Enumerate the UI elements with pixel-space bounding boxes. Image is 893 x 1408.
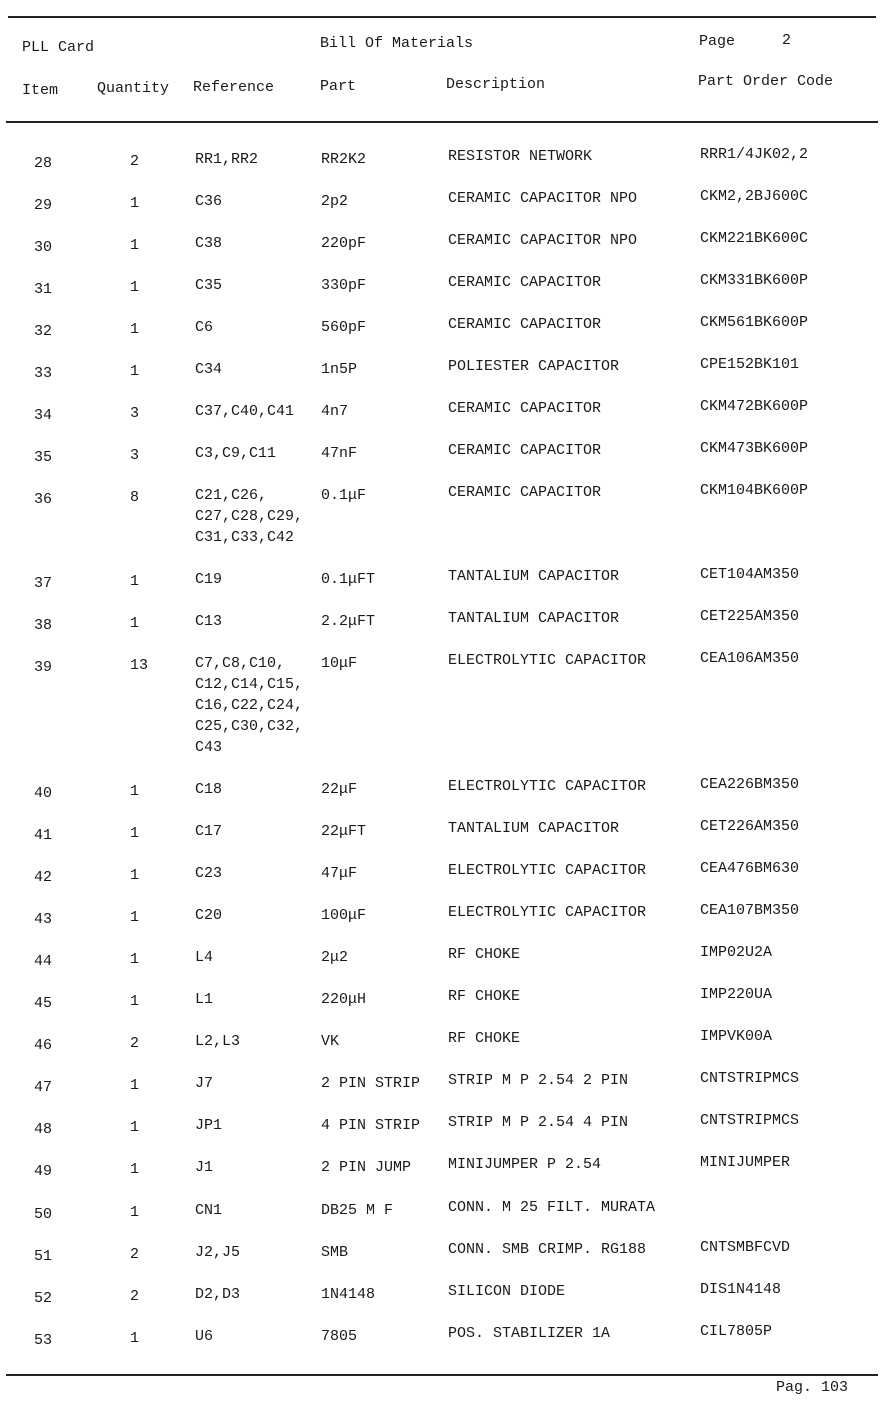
row-order-code: CET104AM350 — [700, 566, 800, 583]
column-header-order-code: Part Order Code — [698, 73, 834, 90]
table-row — [0, 565, 893, 592]
row-description: CERAMIC CAPACITOR NPO — [448, 232, 638, 249]
row-part: VK — [321, 1033, 340, 1050]
table-row — [0, 1238, 893, 1265]
row-reference: L1 — [195, 991, 214, 1008]
row-quantity: 1 — [130, 1119, 140, 1136]
row-description: TANTALIUM CAPACITOR — [448, 820, 620, 837]
row-reference: D2,D3 — [195, 1286, 241, 1303]
row-quantity: 1 — [130, 993, 140, 1010]
row-part: 560pF — [321, 319, 367, 336]
row-reference: L4 — [195, 949, 214, 966]
row-reference: C34 — [195, 361, 223, 378]
row-part: 220pF — [321, 235, 367, 252]
row-order-code: IMPVK00A — [700, 1028, 773, 1045]
row-description: CERAMIC CAPACITOR NPO — [448, 190, 638, 207]
row-item-number: 34 — [34, 407, 53, 424]
bottom-rule — [6, 1374, 878, 1376]
table-row — [0, 481, 893, 546]
row-description: MINIJUMPER P 2.54 — [448, 1156, 602, 1173]
row-item-number: 40 — [34, 785, 53, 802]
table-row — [0, 649, 893, 756]
table-row — [0, 145, 893, 172]
row-order-code: DIS1N4148 — [700, 1281, 782, 1298]
row-item-number: 44 — [34, 953, 53, 970]
row-quantity: 1 — [130, 195, 140, 212]
table-row — [0, 187, 893, 214]
table-row — [0, 1280, 893, 1307]
row-item-number: 33 — [34, 365, 53, 382]
row-item-number: 30 — [34, 239, 53, 256]
page-label: Page — [699, 33, 736, 50]
table-row — [0, 1322, 893, 1349]
table-row — [0, 229, 893, 256]
row-order-code: CNTSTRIPMCS — [700, 1112, 800, 1129]
row-reference: C7,C8,C10, C12,C14,C15, C16,C22,C24, C25,C30,C32, C43 — [195, 655, 304, 756]
row-quantity: 1 — [130, 573, 140, 590]
table-row — [0, 271, 893, 298]
row-order-code: CKM2,2BJ600C — [700, 188, 809, 205]
row-item-number: 36 — [34, 491, 53, 508]
row-part: RR2K2 — [321, 151, 367, 168]
row-part: 10μF — [321, 655, 358, 672]
row-order-code: CKM473BK600P — [700, 440, 809, 457]
row-item-number: 28 — [34, 155, 53, 172]
row-order-code: CKM472BK600P — [700, 398, 809, 415]
row-quantity: 1 — [130, 1204, 140, 1221]
row-order-code: CEA106AM350 — [700, 650, 800, 667]
row-description: SILICON DIODE — [448, 1283, 566, 1300]
table-row — [0, 817, 893, 844]
row-order-code: CKM221BK600C — [700, 230, 809, 247]
row-reference: RR1,RR2 — [195, 151, 259, 168]
row-order-code: CEA476BM630 — [700, 860, 800, 877]
row-quantity: 2 — [130, 153, 140, 170]
row-part: 47μF — [321, 865, 358, 882]
row-part: SMB — [321, 1244, 349, 1261]
row-description: CERAMIC CAPACITOR — [448, 442, 602, 459]
row-quantity: 1 — [130, 363, 140, 380]
column-header-part: Part — [320, 78, 357, 95]
row-quantity: 2 — [130, 1288, 140, 1305]
row-quantity: 1 — [130, 951, 140, 968]
row-item-number: 50 — [34, 1206, 53, 1223]
doc-title: Bill Of Materials — [320, 35, 474, 52]
row-reference: C38 — [195, 235, 223, 252]
row-item-number: 49 — [34, 1163, 53, 1180]
table-row — [0, 901, 893, 928]
row-quantity: 8 — [130, 489, 140, 506]
table-row — [0, 1111, 893, 1138]
row-order-code: RRR1/4JK02,2 — [700, 146, 809, 163]
row-part: 4n7 — [321, 403, 349, 420]
row-description: CERAMIC CAPACITOR — [448, 316, 602, 333]
row-part: 2p2 — [321, 193, 349, 210]
row-description: TANTALIUM CAPACITOR — [448, 610, 620, 627]
row-part: 2 PIN JUMP — [321, 1159, 412, 1176]
row-description: POS. STABILIZER 1A — [448, 1325, 611, 1342]
row-order-code: CKM104BK600P — [700, 482, 809, 499]
row-description: TANTALIUM CAPACITOR — [448, 568, 620, 585]
row-part: 47nF — [321, 445, 358, 462]
row-part: 330pF — [321, 277, 367, 294]
table-row — [0, 439, 893, 466]
row-item-number: 47 — [34, 1079, 53, 1096]
row-reference: C21,C26, C27,C28,C29, C31,C33,C42 — [195, 487, 304, 546]
row-part: 1n5P — [321, 361, 358, 378]
row-quantity: 1 — [130, 321, 140, 338]
row-item-number: 31 — [34, 281, 53, 298]
row-order-code: IMP02U2A — [700, 944, 773, 961]
row-reference: J1 — [195, 1159, 214, 1176]
row-reference: C3,C9,C11 — [195, 445, 277, 462]
row-quantity: 1 — [130, 783, 140, 800]
row-quantity: 2 — [130, 1035, 140, 1052]
row-part: 2μ2 — [321, 949, 349, 966]
row-description: ELECTROLYTIC CAPACITOR — [448, 862, 647, 879]
row-part: 100μF — [321, 907, 367, 924]
row-reference: C17 — [195, 823, 223, 840]
row-reference: C36 — [195, 193, 223, 210]
row-part: 220μH — [321, 991, 367, 1008]
row-order-code: IMP220UA — [700, 986, 773, 1003]
row-reference: C20 — [195, 907, 223, 924]
row-reference: C23 — [195, 865, 223, 882]
row-reference: JP1 — [195, 1117, 223, 1134]
row-reference: J7 — [195, 1075, 214, 1092]
table-row — [0, 1069, 893, 1096]
row-description: CERAMIC CAPACITOR — [448, 274, 602, 291]
table-row — [0, 607, 893, 634]
table-row — [0, 397, 893, 424]
row-quantity: 1 — [130, 279, 140, 296]
row-description: STRIP M P 2.54 4 PIN — [448, 1114, 629, 1131]
row-order-code: CEA226BM350 — [700, 776, 800, 793]
row-order-code: CNTSMBFCVD — [700, 1239, 791, 1256]
row-reference: C13 — [195, 613, 223, 630]
row-order-code: CIL7805P — [700, 1323, 773, 1340]
row-item-number: 52 — [34, 1290, 53, 1307]
row-description: ELECTROLYTIC CAPACITOR — [448, 778, 647, 795]
row-item-number: 46 — [34, 1037, 53, 1054]
row-part: DB25 M F — [321, 1202, 394, 1219]
table-row — [0, 355, 893, 382]
row-quantity: 2 — [130, 1246, 140, 1263]
row-order-code: CET226AM350 — [700, 818, 800, 835]
row-reference: C37,C40,C41 — [195, 403, 295, 420]
row-quantity: 1 — [130, 237, 140, 254]
row-reference: C19 — [195, 571, 223, 588]
row-reference: U6 — [195, 1328, 214, 1345]
row-description: CERAMIC CAPACITOR — [448, 400, 602, 417]
row-reference: C6 — [195, 319, 214, 336]
row-item-number: 29 — [34, 197, 53, 214]
row-reference: C18 — [195, 781, 223, 798]
row-item-number: 32 — [34, 323, 53, 340]
row-quantity: 3 — [130, 447, 140, 464]
row-reference: CN1 — [195, 1202, 223, 1219]
row-description: ELECTROLYTIC CAPACITOR — [448, 652, 647, 669]
row-order-code: MINIJUMPER — [700, 1154, 791, 1171]
table-row — [0, 943, 893, 970]
row-quantity: 1 — [130, 909, 140, 926]
row-part: 22μFT — [321, 823, 367, 840]
row-item-number: 35 — [34, 449, 53, 466]
row-order-code: CKM331BK600P — [700, 272, 809, 289]
table-row — [0, 775, 893, 802]
row-part: 7805 — [321, 1328, 358, 1345]
row-part: 1N4148 — [321, 1286, 376, 1303]
row-description: CONN. SMB CRIMP. RG188 — [448, 1241, 647, 1258]
table-row — [0, 1027, 893, 1054]
row-part: 2 PIN STRIP — [321, 1075, 421, 1092]
row-reference: L2,L3 — [195, 1033, 241, 1050]
row-part: 2.2μFT — [321, 613, 376, 630]
row-description: RF CHOKE — [448, 1030, 521, 1047]
row-item-number: 37 — [34, 575, 53, 592]
row-item-number: 43 — [34, 911, 53, 928]
row-part: 0.1μFT — [321, 571, 376, 588]
row-part: 4 PIN STRIP — [321, 1117, 421, 1134]
card-name: PLL Card — [22, 39, 95, 56]
row-order-code: CET225AM350 — [700, 608, 800, 625]
table-row — [0, 1153, 893, 1180]
row-reference: C35 — [195, 277, 223, 294]
header-rule — [6, 121, 878, 123]
row-quantity: 1 — [130, 867, 140, 884]
table-row — [0, 859, 893, 886]
row-order-code: CNTSTRIPMCS — [700, 1070, 800, 1087]
row-description: CERAMIC CAPACITOR — [448, 484, 602, 501]
row-item-number: 48 — [34, 1121, 53, 1138]
row-item-number: 38 — [34, 617, 53, 634]
row-description: RESISTOR NETWORK — [448, 148, 593, 165]
table-row — [0, 1196, 893, 1223]
row-item-number: 45 — [34, 995, 53, 1012]
row-reference: J2,J5 — [195, 1244, 241, 1261]
row-description: RF CHOKE — [448, 988, 521, 1005]
row-part: 0.1μF — [321, 487, 367, 504]
column-header-item: Item — [22, 82, 59, 99]
table-row — [0, 985, 893, 1012]
column-header-quantity: Quantity — [97, 80, 170, 97]
row-item-number: 51 — [34, 1248, 53, 1265]
row-item-number: 53 — [34, 1332, 53, 1349]
column-header-reference: Reference — [193, 79, 275, 96]
row-quantity: 1 — [130, 1161, 140, 1178]
row-quantity: 1 — [130, 1077, 140, 1094]
row-quantity: 1 — [130, 615, 140, 632]
row-item-number: 42 — [34, 869, 53, 886]
row-order-code: CKM561BK600P — [700, 314, 809, 331]
footer-page-number: Pag. 103 — [776, 1379, 849, 1396]
row-description: STRIP M P 2.54 2 PIN — [448, 1072, 629, 1089]
column-header-description: Description — [446, 76, 546, 93]
row-item-number: 41 — [34, 827, 53, 844]
row-order-code: CPE152BK101 — [700, 356, 800, 373]
page-number: 2 — [782, 32, 792, 49]
table-row — [0, 313, 893, 340]
row-quantity: 13 — [130, 657, 149, 674]
row-quantity: 1 — [130, 1330, 140, 1347]
row-quantity: 1 — [130, 825, 140, 842]
row-order-code: CEA107BM350 — [700, 902, 800, 919]
row-description: RF CHOKE — [448, 946, 521, 963]
row-description: POLIESTER CAPACITOR — [448, 358, 620, 375]
row-part: 22μF — [321, 781, 358, 798]
row-description: CONN. M 25 FILT. MURATA — [448, 1199, 656, 1216]
row-description: ELECTROLYTIC CAPACITOR — [448, 904, 647, 921]
top-rule — [8, 16, 876, 18]
row-item-number: 39 — [34, 659, 53, 676]
row-quantity: 3 — [130, 405, 140, 422]
